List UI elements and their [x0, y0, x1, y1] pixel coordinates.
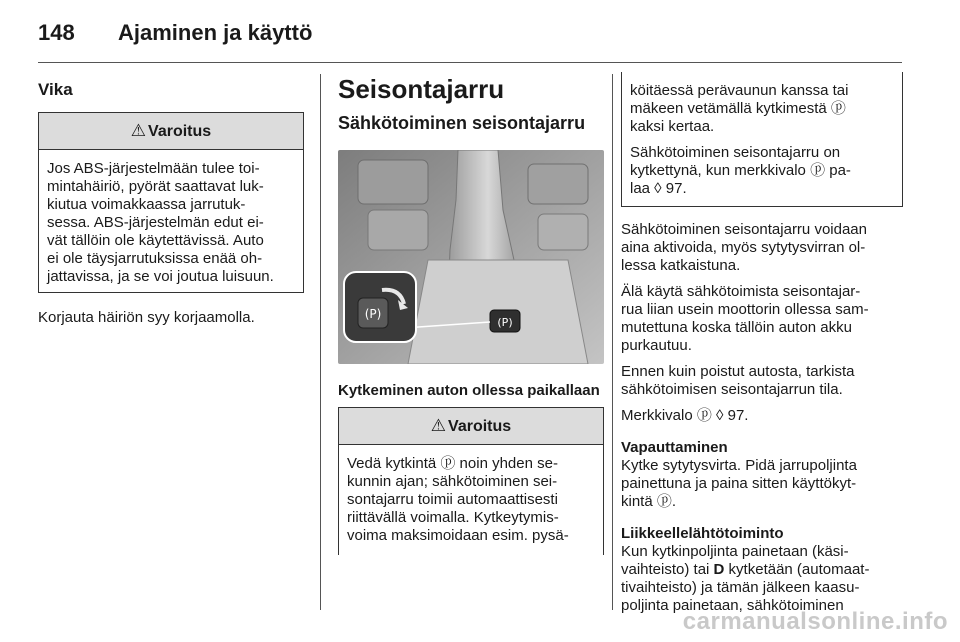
svg-text:(P): (P): [497, 316, 513, 329]
left-column: [38, 74, 304, 335]
release-heading: Vapauttaminen: [621, 439, 728, 456]
warning-header: ⚠ Varoitus: [339, 408, 603, 445]
warning-text: Jos ABS-järjestelmään tulee toi- mintahäiriö, pyörät saattavat luk- kiutua voimakkaassa jarrutuk- sessa. ABS-järjestelmän edut ei- vät tällöin ole käytettävissä. Auto ei ole täysjarrutuksissa enää oh- jattavissa, ja se voi joutua luisuun.: [47, 160, 274, 285]
body-text: Vapauttaminen Kytke sytytysvirta. Pidä jarrupoljinta painettuna ja paina sitten käyttökyt- kintä ⓟ.: [621, 439, 857, 510]
section-title: Seisontajarru: [338, 74, 505, 104]
warning-box: [38, 112, 304, 293]
body-text: Älä käytä sähkötoimista seisontajar- rua liian usein moottorin ollessa sam- mutettuna koska tällöin auton akku purkautuu.: [621, 283, 869, 354]
header-rule: [38, 62, 902, 63]
watermark: carmanualsonline.info: [682, 608, 948, 635]
warning-header: ⚠ Varoitus: [39, 113, 303, 150]
column-divider: [320, 74, 321, 610]
page-title: Ajaminen ja käyttö: [118, 20, 313, 45]
subsection-title: Sähkötoiminen seisontajarru: [338, 113, 586, 133]
svg-text:(P): (P): [364, 307, 382, 321]
right-column: [621, 74, 903, 623]
warning-text: Vedä kytkintä ⓟ noin yhden se- kunnin ajan; sähkötoiminen sei- sontajarru toimii automaattisesti riittävällä voimalla. Kytkeytymis- voima maksimoidaan esim. pysä-: [347, 455, 569, 544]
figure-caption: Kytkeminen auton ollessa paikallaan: [338, 382, 600, 399]
page-number: 148: [38, 20, 75, 45]
middle-column: [338, 74, 604, 555]
warning-text: Sähkötoiminen seisontajarru on kytkettynä, kun merkkivalo ⓟ pa- laa ◊ 97.: [630, 144, 851, 197]
body-text: Sähkötoiminen seisontajarru voidaan aina aktivoida, myös sytytysvirran ol- lessa katkaistuna.: [621, 221, 867, 274]
warning-icon: ⚠: [130, 121, 147, 140]
section-heading: Vika: [38, 80, 73, 99]
column-divider: [612, 74, 613, 610]
body-text: Ennen kuin poistut autosta, tarkista sähkötoimisen seisontajarrun tila.: [621, 363, 855, 398]
body-text: Liikkeellelähtötoiminto Kun kytkinpoljinta painetaan (käsi- vaihteisto) tai D kytketään (automaat- tivaihteisto) ja tämän jälkeen kaasu- poljinta painetaan, sähkötoiminen: [621, 525, 870, 614]
warning-box: [338, 407, 604, 555]
autostart-heading: Liikkeellelähtötoiminto: [621, 525, 784, 542]
warning-icon: ⚠: [430, 416, 447, 435]
body-text: Korjauta häiriön syy korjaamolla.: [38, 309, 255, 326]
body-text: Merkkivalo ⓟ ◊ 97.: [621, 407, 749, 424]
page-header: [0, 0, 960, 62]
warning-continuation: [621, 72, 903, 207]
parking-brake-illustration: [338, 150, 604, 364]
warning-text: köitäessä perävaunun kanssa tai mäkeen vetämällä kytkimestä ⓟ kaksi kertaa.: [630, 82, 849, 135]
